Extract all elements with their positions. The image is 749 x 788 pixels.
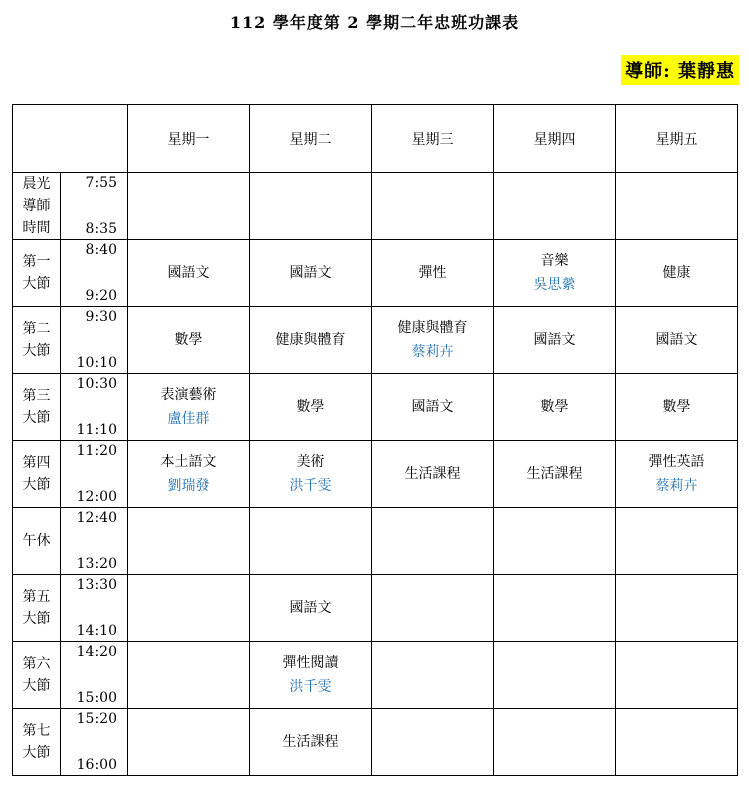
start-time: 13:30 bbox=[76, 577, 117, 593]
class-cell bbox=[494, 575, 616, 642]
subject-name: 健康與體育 bbox=[397, 320, 468, 336]
period-label bbox=[13, 508, 61, 575]
class-cell bbox=[128, 508, 250, 575]
period-time bbox=[61, 508, 128, 575]
start-time: 11:20 bbox=[76, 443, 117, 459]
day-header: 星期三 bbox=[372, 105, 494, 173]
period-row bbox=[13, 575, 738, 642]
period-label bbox=[13, 441, 61, 508]
period-row bbox=[13, 642, 738, 709]
class-cell bbox=[250, 173, 372, 240]
period-row bbox=[13, 173, 738, 240]
period-row bbox=[13, 709, 738, 776]
start-time: 15:20 bbox=[76, 711, 117, 727]
subject-teacher: 蔡莉卉 bbox=[655, 478, 698, 494]
subject-name: 生活課程 bbox=[282, 734, 339, 750]
period-label-line: 第五 bbox=[22, 589, 51, 605]
subject-name: 表演藝術 bbox=[160, 387, 217, 403]
start-time: 12:40 bbox=[76, 510, 117, 526]
class-cell bbox=[250, 441, 372, 508]
period-label-line: 第三 bbox=[22, 388, 51, 404]
period-row bbox=[13, 307, 738, 374]
header-corner bbox=[13, 105, 128, 173]
period-label-line: 導師 bbox=[22, 198, 51, 214]
class-cell bbox=[250, 508, 372, 575]
class-cell bbox=[372, 642, 494, 709]
subject-name: 國語文 bbox=[533, 332, 576, 348]
subject-name: 健康 bbox=[662, 265, 691, 281]
period-label-line: 大節 bbox=[22, 276, 51, 292]
period-time bbox=[61, 240, 128, 307]
class-cell bbox=[494, 374, 616, 441]
subject-name: 國語文 bbox=[167, 265, 210, 281]
start-time: 8:40 bbox=[85, 242, 117, 258]
end-time: 10:10 bbox=[76, 355, 117, 371]
class-cell bbox=[250, 307, 372, 374]
class-cell bbox=[372, 374, 494, 441]
subject-name: 國語文 bbox=[289, 600, 332, 616]
period-label-line: 午休 bbox=[22, 533, 51, 549]
class-cell bbox=[616, 709, 738, 776]
class-cell bbox=[372, 240, 494, 307]
class-cell bbox=[128, 709, 250, 776]
subject-name: 健康與體育 bbox=[275, 332, 346, 348]
class-cell bbox=[250, 709, 372, 776]
subject-teacher: 吳思縈 bbox=[533, 277, 576, 293]
period-label-line: 大節 bbox=[22, 745, 51, 761]
start-time: 9:30 bbox=[85, 309, 117, 325]
end-time: 16:00 bbox=[76, 757, 117, 773]
class-cell bbox=[128, 173, 250, 240]
class-cell bbox=[250, 642, 372, 709]
period-label bbox=[13, 374, 61, 441]
day-header: 星期五 bbox=[616, 105, 738, 173]
subject-name: 數學 bbox=[662, 399, 691, 415]
class-cell bbox=[128, 240, 250, 307]
period-label-line: 晨光 bbox=[22, 176, 51, 192]
class-cell bbox=[250, 575, 372, 642]
period-row bbox=[13, 240, 738, 307]
class-cell bbox=[372, 307, 494, 374]
subject-teacher: 洪千雯 bbox=[289, 679, 332, 695]
class-cell bbox=[372, 575, 494, 642]
subject-name: 生活課程 bbox=[526, 466, 583, 482]
subject-name: 國語文 bbox=[411, 399, 454, 415]
period-label-line: 大節 bbox=[22, 611, 51, 627]
start-time: 10:30 bbox=[76, 376, 117, 392]
period-time bbox=[61, 441, 128, 508]
period-label-line: 大節 bbox=[22, 477, 51, 493]
end-time: 14:10 bbox=[76, 623, 117, 639]
subject-name: 數學 bbox=[174, 332, 203, 348]
end-time: 12:00 bbox=[76, 489, 117, 505]
subject-name: 本土語文 bbox=[160, 454, 217, 470]
class-cell bbox=[128, 374, 250, 441]
class-cell bbox=[616, 173, 738, 240]
class-cell bbox=[494, 709, 616, 776]
subject-name: 數學 bbox=[540, 399, 569, 415]
subject-teacher: 盧佳群 bbox=[167, 411, 210, 427]
class-cell bbox=[372, 508, 494, 575]
period-row bbox=[13, 374, 738, 441]
period-time bbox=[61, 307, 128, 374]
class-cell bbox=[616, 575, 738, 642]
period-time bbox=[61, 709, 128, 776]
subject-name: 生活課程 bbox=[404, 466, 461, 482]
subject-name: 美術 bbox=[296, 454, 325, 470]
class-cell bbox=[494, 173, 616, 240]
period-row bbox=[13, 508, 738, 575]
class-cell bbox=[494, 307, 616, 374]
header-row bbox=[13, 105, 738, 173]
period-label-line: 第六 bbox=[22, 656, 51, 672]
period-label bbox=[13, 173, 61, 240]
subject-teacher: 劉瑞發 bbox=[167, 478, 210, 494]
end-time: 11:10 bbox=[76, 422, 117, 438]
class-cell bbox=[372, 173, 494, 240]
class-cell bbox=[250, 240, 372, 307]
start-time: 14:20 bbox=[76, 644, 117, 660]
period-time bbox=[61, 642, 128, 709]
subject-name: 國語文 bbox=[655, 332, 698, 348]
class-cell bbox=[616, 374, 738, 441]
subject-name: 彈性英語 bbox=[648, 454, 705, 470]
subject-name: 彈性 bbox=[418, 265, 447, 281]
class-cell bbox=[494, 642, 616, 709]
period-label bbox=[13, 709, 61, 776]
end-time: 8:35 bbox=[85, 221, 117, 237]
period-label-line: 第二 bbox=[22, 321, 51, 337]
class-cell bbox=[616, 642, 738, 709]
period-time bbox=[61, 575, 128, 642]
period-label bbox=[13, 307, 61, 374]
class-cell bbox=[494, 508, 616, 575]
end-time: 15:00 bbox=[76, 690, 117, 706]
class-cell bbox=[616, 508, 738, 575]
period-label-line: 大節 bbox=[22, 343, 51, 359]
class-cell bbox=[494, 240, 616, 307]
class-cell bbox=[128, 441, 250, 508]
end-time: 13:20 bbox=[76, 556, 117, 572]
subject-name: 彈性閱讀 bbox=[282, 655, 339, 671]
class-cell bbox=[128, 575, 250, 642]
period-time bbox=[61, 374, 128, 441]
subject-name: 數學 bbox=[296, 399, 325, 415]
class-cell bbox=[372, 709, 494, 776]
class-cell bbox=[250, 374, 372, 441]
period-label bbox=[13, 240, 61, 307]
end-time: 9:20 bbox=[85, 288, 117, 304]
subject-teacher: 蔡莉卉 bbox=[411, 344, 454, 360]
day-header: 星期四 bbox=[494, 105, 616, 173]
class-cell bbox=[494, 441, 616, 508]
class-cell bbox=[128, 307, 250, 374]
day-header: 星期二 bbox=[250, 105, 372, 173]
timetable bbox=[12, 104, 738, 776]
day-header: 星期一 bbox=[128, 105, 250, 173]
class-cell bbox=[616, 441, 738, 508]
class-cell bbox=[616, 240, 738, 307]
period-label-line: 第四 bbox=[22, 455, 51, 471]
period-label-line: 第一 bbox=[22, 254, 51, 270]
period-label-line: 大節 bbox=[22, 678, 51, 694]
period-label-line: 大節 bbox=[22, 410, 51, 426]
page-title: 112 學年度第 2 學期二年忠班功課表 bbox=[229, 13, 520, 32]
subject-teacher: 洪千雯 bbox=[289, 478, 332, 494]
period-label-line: 第七 bbox=[22, 723, 51, 739]
period-label bbox=[13, 575, 61, 642]
period-label bbox=[13, 642, 61, 709]
period-time bbox=[61, 173, 128, 240]
start-time: 7:55 bbox=[85, 175, 117, 191]
period-label-line: 時間 bbox=[22, 220, 51, 236]
subject-name: 國語文 bbox=[289, 265, 332, 281]
class-cell bbox=[616, 307, 738, 374]
class-cell bbox=[128, 642, 250, 709]
homeroom-teacher-label: 導師: 葉靜惠 bbox=[621, 55, 739, 85]
period-row bbox=[13, 441, 738, 508]
class-cell bbox=[372, 441, 494, 508]
subject-name: 音樂 bbox=[540, 253, 569, 269]
